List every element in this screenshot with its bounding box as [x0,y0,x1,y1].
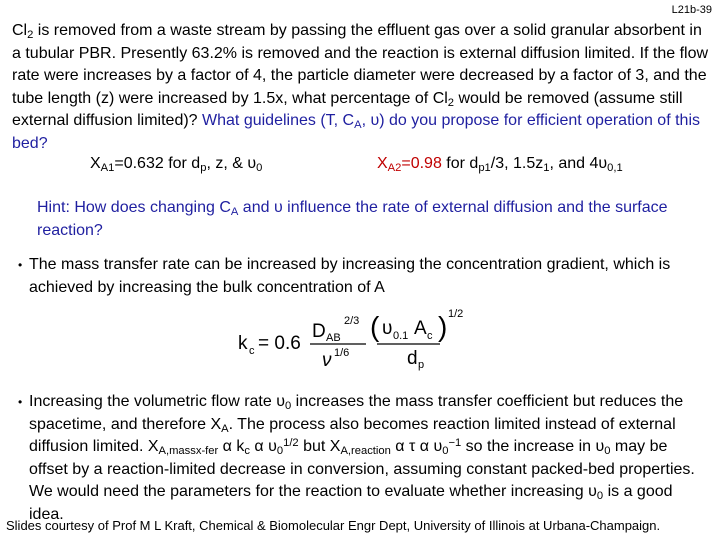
conv-text: =0.632 for d [114,155,201,172]
eq-u-sub: 0.1 [393,330,409,342]
bullet-dot: • [18,395,23,409]
subscript: A,massx-fer [158,444,219,457]
problem-text: Cl [12,22,28,39]
eq-paren-open: ( [370,311,380,342]
b2-text: is a good idea. [29,483,673,523]
eq-paren-close: ) [438,311,448,342]
eq-dab: D [312,321,326,342]
problem-text: is removed from a waste stream by passing the effluent gas over a solid granular absorbent in a tubular PBR. Presently 63.2% is removed and the reaction is external diffusion limited. If the flow rate were increases by a factor of 4, the particle diameter were decreased by a factor of 3, and the tube length (z) were increased by 1.5x, what percentage of Cl [12,22,709,107]
bullet-flow-rate [18,391,708,526]
conv-text: X [90,155,101,172]
problem-text: would be removed (assume still external diffusion limited)? [12,89,683,129]
subscript: 0 [604,444,611,457]
subscript: 2 [447,96,455,109]
eq-ac: A [414,318,427,339]
hint-text [37,197,707,242]
bullet-text: The mass transfer rate can be increased by increasing the concentration gradient, which is achieved by increasing the bulk concentration of A [29,256,671,296]
eq-k: k [238,333,248,354]
subscript: 1 [543,161,550,174]
conversion-values [12,155,712,177]
b2-text: α τ α υ [390,438,443,455]
footer-credit: Slides courtesy of Prof M L Kraft, Chemical & Biomolecular Engr Dept, University of Illinois at Urbana-Champaign. [6,518,661,533]
conversion-1 [90,155,262,173]
problem-statement [12,20,712,155]
eq-equals: = 0.6 [258,333,301,354]
eq-dp: d [407,348,418,369]
eq-dab-exp: 2/3 [344,315,360,327]
subscript: 0 [256,161,263,174]
subscript: A2 [387,161,402,174]
conv-text: =0.98 [401,155,442,172]
conversion-2 [377,155,623,173]
bullet-dot: • [18,258,23,272]
superscript: 1/2 [283,436,299,449]
eq-dab-sub: AB [326,332,341,344]
subscript: 0,1 [607,161,623,174]
eq-nu-exp: 1/6 [334,347,350,359]
superscript: −1 [448,436,462,449]
conv-text: /3, 1.5z [490,155,544,172]
question-part: What guidelines (T, C [202,112,355,129]
conv-text: for d [441,155,479,172]
b2-text: Increasing the volumetric flow rate υ [29,393,285,410]
mass-transfer-equation [232,304,472,374]
bullet-mass-transfer [18,254,708,299]
eq-ac-sub: c [427,330,433,342]
hint-part: Hint: How does changing C [37,199,231,216]
subscript: p [200,161,207,174]
subscript: 0 [284,399,292,412]
subscript: c [244,444,250,457]
conv-text: X [377,155,388,172]
conv-text: , z, & υ [206,155,257,172]
hint-part: and υ influence the rate of external diffusion and the surface reaction? [37,199,668,239]
eq-u: υ [382,318,393,339]
subscript: A [354,118,362,131]
eq-outer-exp: 1/2 [448,308,464,320]
subscript: p1 [478,161,491,174]
subscript: A1 [100,161,115,174]
subscript: 2 [27,28,34,41]
subscript: 0 [596,489,604,502]
eq-nu: ν [322,350,332,371]
b2-text: but X [298,438,341,455]
subscript: A [221,422,229,435]
b2-text: increases the mass transfer coefficient but reduces the spacetime, and therefore X [29,393,684,433]
question-part: , υ) do you propose for efficient operation of this bed? [12,112,700,152]
eq-k-sub: c [249,345,255,357]
b2-text: . The process also becomes reaction limited instead of external diffusion limited. X [29,415,676,455]
b2-text: may be offset by a reaction-limited decrease in conversion, assuming constant packed-bed properties. We would need the parameters for the reaction to evaluate whether increasing υ [29,438,695,500]
conv-text: , and 4υ [549,155,608,172]
subscript: 0 [276,444,284,457]
eq-dp-sub: p [418,359,425,371]
b2-text: so the increase in υ [461,438,605,455]
subscript: 0 [442,444,449,457]
slide-number: L21b-39 [671,4,712,16]
subscript: A [230,205,239,218]
conv-highlight [377,155,442,172]
bullet-text [29,391,708,526]
subscript: A,reaction [340,444,391,457]
b2-text: α k [218,438,245,455]
b2-text: α υ [249,438,277,455]
